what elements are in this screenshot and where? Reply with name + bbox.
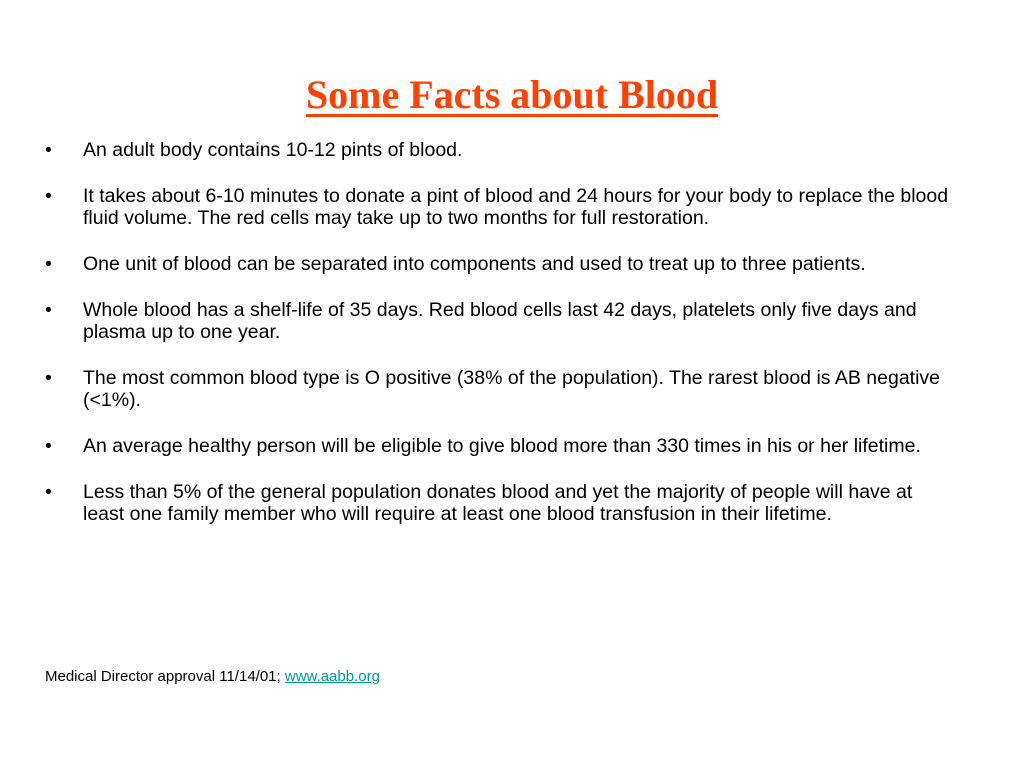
bullet-list [45,139,955,549]
bullet-item [45,367,955,411]
bullet-marker: • [45,367,52,389]
bullet-text: The most common blood type is O positive (38% of the population). The rarest blood is AB negative (<1%). [83,367,941,411]
bullet-text: Less than 5% of the general population donates blood and yet the majority of people will have at least one family member who will require at least one blood transfusion in their lifetime. [83,481,913,525]
bullet-text: An average healthy person will be eligible to give blood more than 330 times in his or her lifetime. [83,435,921,457]
bullet-item [45,299,955,343]
bullet-marker: • [45,253,52,275]
bullet-marker: • [45,481,52,503]
bullet-marker: • [45,139,52,161]
bullet-item [45,481,955,525]
footer-text: Medical Director approval 11/14/01; [45,668,285,685]
bullet-text: An adult body contains 10-12 pints of blood. [83,139,463,161]
bullet-text: Whole blood has a shelf-life of 35 days. Red blood cells last 42 days, platelets only five days and plasma up to one year. [83,299,917,343]
bullet-text: It takes about 6-10 minutes to donate a pint of blood and 24 hours for your body to replace the blood fluid volume. The red cells may take up to two months for full restoration. [83,185,949,229]
bullet-item [45,185,955,229]
bullet-item [45,253,955,275]
bullet-item [45,139,955,161]
footer-note [45,668,380,686]
slide-title [0,68,1024,122]
bullet-marker: • [45,435,52,457]
bullet-marker: • [45,185,52,207]
bullet-item [45,435,955,457]
bullet-marker: • [45,299,52,321]
slide-title-text: Some Facts about Blood [305,72,719,117]
bullet-text: One unit of blood can be separated into components and used to treat up to three patients. [83,253,866,275]
source-link[interactable]: www.aabb.org [284,668,380,685]
